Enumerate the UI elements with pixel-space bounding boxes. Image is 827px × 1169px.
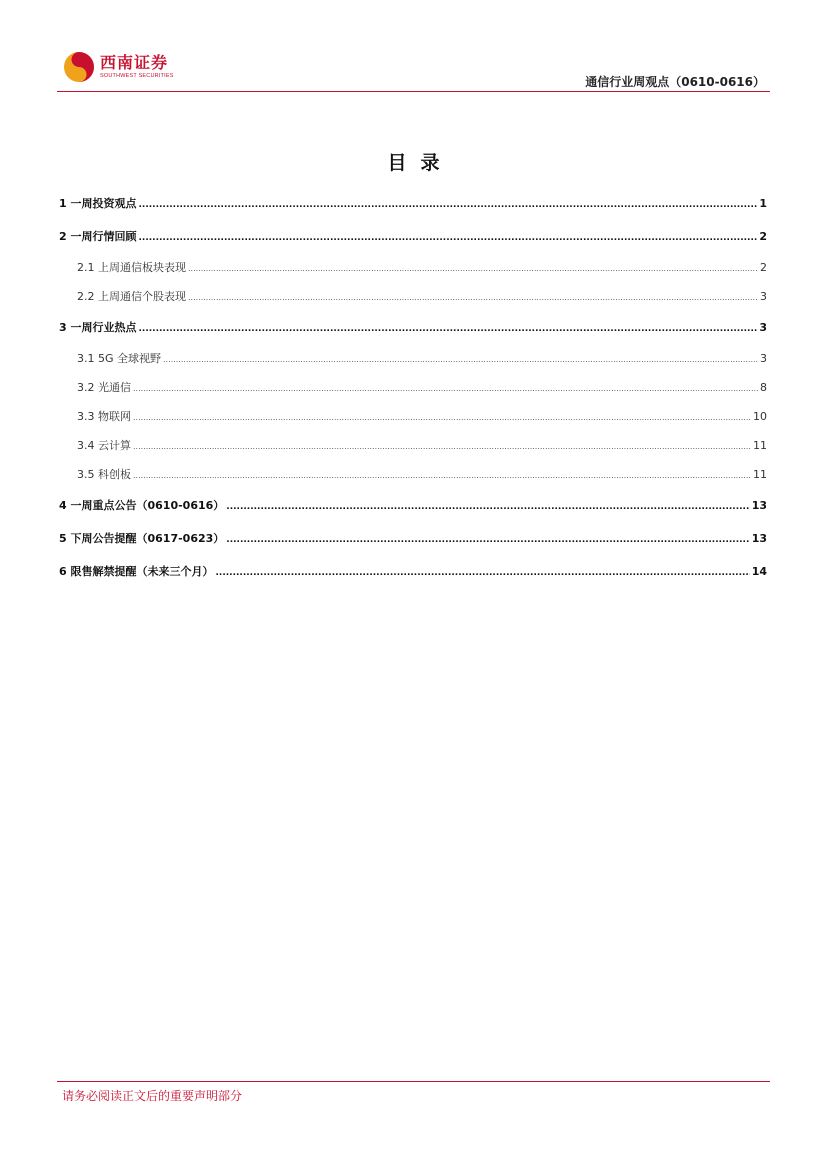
footer-divider [57,1081,770,1082]
toc-leader-dots [133,442,751,451]
toc-entry-label: 2.1 上周通信板块表现 [77,261,186,274]
toc-entry[interactable] [59,195,767,211]
toc-entry-label: 6 限售解禁提醒（未来三个月） [59,565,214,578]
toc-leader-dots [133,384,758,393]
toc-entry-page-number: 13 [751,532,767,545]
toc-entry-page-number: 3 [759,321,767,334]
toc-entry[interactable] [59,530,767,546]
toc-entry[interactable] [59,437,767,453]
toc-entry-label: 3.1 5G 全球视野 [77,352,162,365]
toc-entry[interactable] [59,259,767,275]
toc-entry[interactable] [59,228,767,244]
toc-entry-page-number: 11 [753,439,767,452]
toc-entry-page-number: 3 [760,352,767,365]
toc-entry-label: 2.2 上周通信个股表现 [77,290,186,303]
toc-entry-label: 3.4 云计算 [77,439,131,452]
toc-leader-dots [138,324,757,334]
toc-leader-dots [226,502,749,512]
toc-entry-label: 4 一周重点公告（0610-0616） [59,499,225,512]
logo-emblem-icon [62,50,96,84]
toc-entry-page-number: 11 [753,468,767,481]
toc-entry-label: 1 一周投资观点 [59,197,137,210]
toc-entry-label: 3.3 物联网 [77,410,131,423]
toc-entry[interactable] [59,497,767,513]
toc-leader-dots [138,233,757,243]
toc-entry-page-number: 13 [751,499,767,512]
toc-entry-page-number: 2 [760,261,767,274]
toc-leader-dots [188,293,758,302]
toc-entry-page-number: 3 [760,290,767,303]
company-logo [62,50,174,84]
toc-entry[interactable] [59,288,767,304]
toc-leader-dots [133,413,751,422]
toc-entry-label: 5 下周公告提醒（0617-0623） [59,532,225,545]
toc-entry[interactable] [59,408,767,424]
toc-leader-dots [133,471,751,480]
toc-entry-label: 3.5 科创板 [77,468,131,481]
toc-entry[interactable] [59,319,767,335]
toc-entry-label: 3.2 光通信 [77,381,131,394]
toc-entry[interactable] [59,466,767,482]
toc-leader-dots [138,200,757,210]
toc-entry[interactable] [59,350,767,366]
toc-entry[interactable] [59,563,767,579]
logo-text [100,54,174,80]
toc-entry-page-number: 1 [759,197,767,210]
toc-entry-page-number: 2 [759,230,767,243]
toc-leader-dots [226,535,749,545]
toc-leader-dots [188,264,758,273]
toc-leader-dots [215,568,749,578]
toc-entry-label: 3 一周行业热点 [59,321,137,334]
disclaimer-note: 请务必阅读正文后的重要声明部分 [62,1089,243,1103]
toc-heading: 目录 [387,152,454,174]
toc-entry-page-number: 10 [753,410,767,423]
toc-entry[interactable] [59,379,767,395]
toc-entry-page-number: 14 [751,565,767,578]
toc-entry-label: 2 一周行情回顾 [59,230,137,243]
report-title-header: 通信行业周观点（0610-0616） [585,75,765,89]
header-divider [57,91,770,92]
toc-leader-dots [163,355,758,364]
logo-name-cn: 西南证券 [100,53,169,72]
toc-entry-page-number: 8 [760,381,767,394]
logo-name-en: SOUTHWEST SECURITIES [100,73,174,79]
